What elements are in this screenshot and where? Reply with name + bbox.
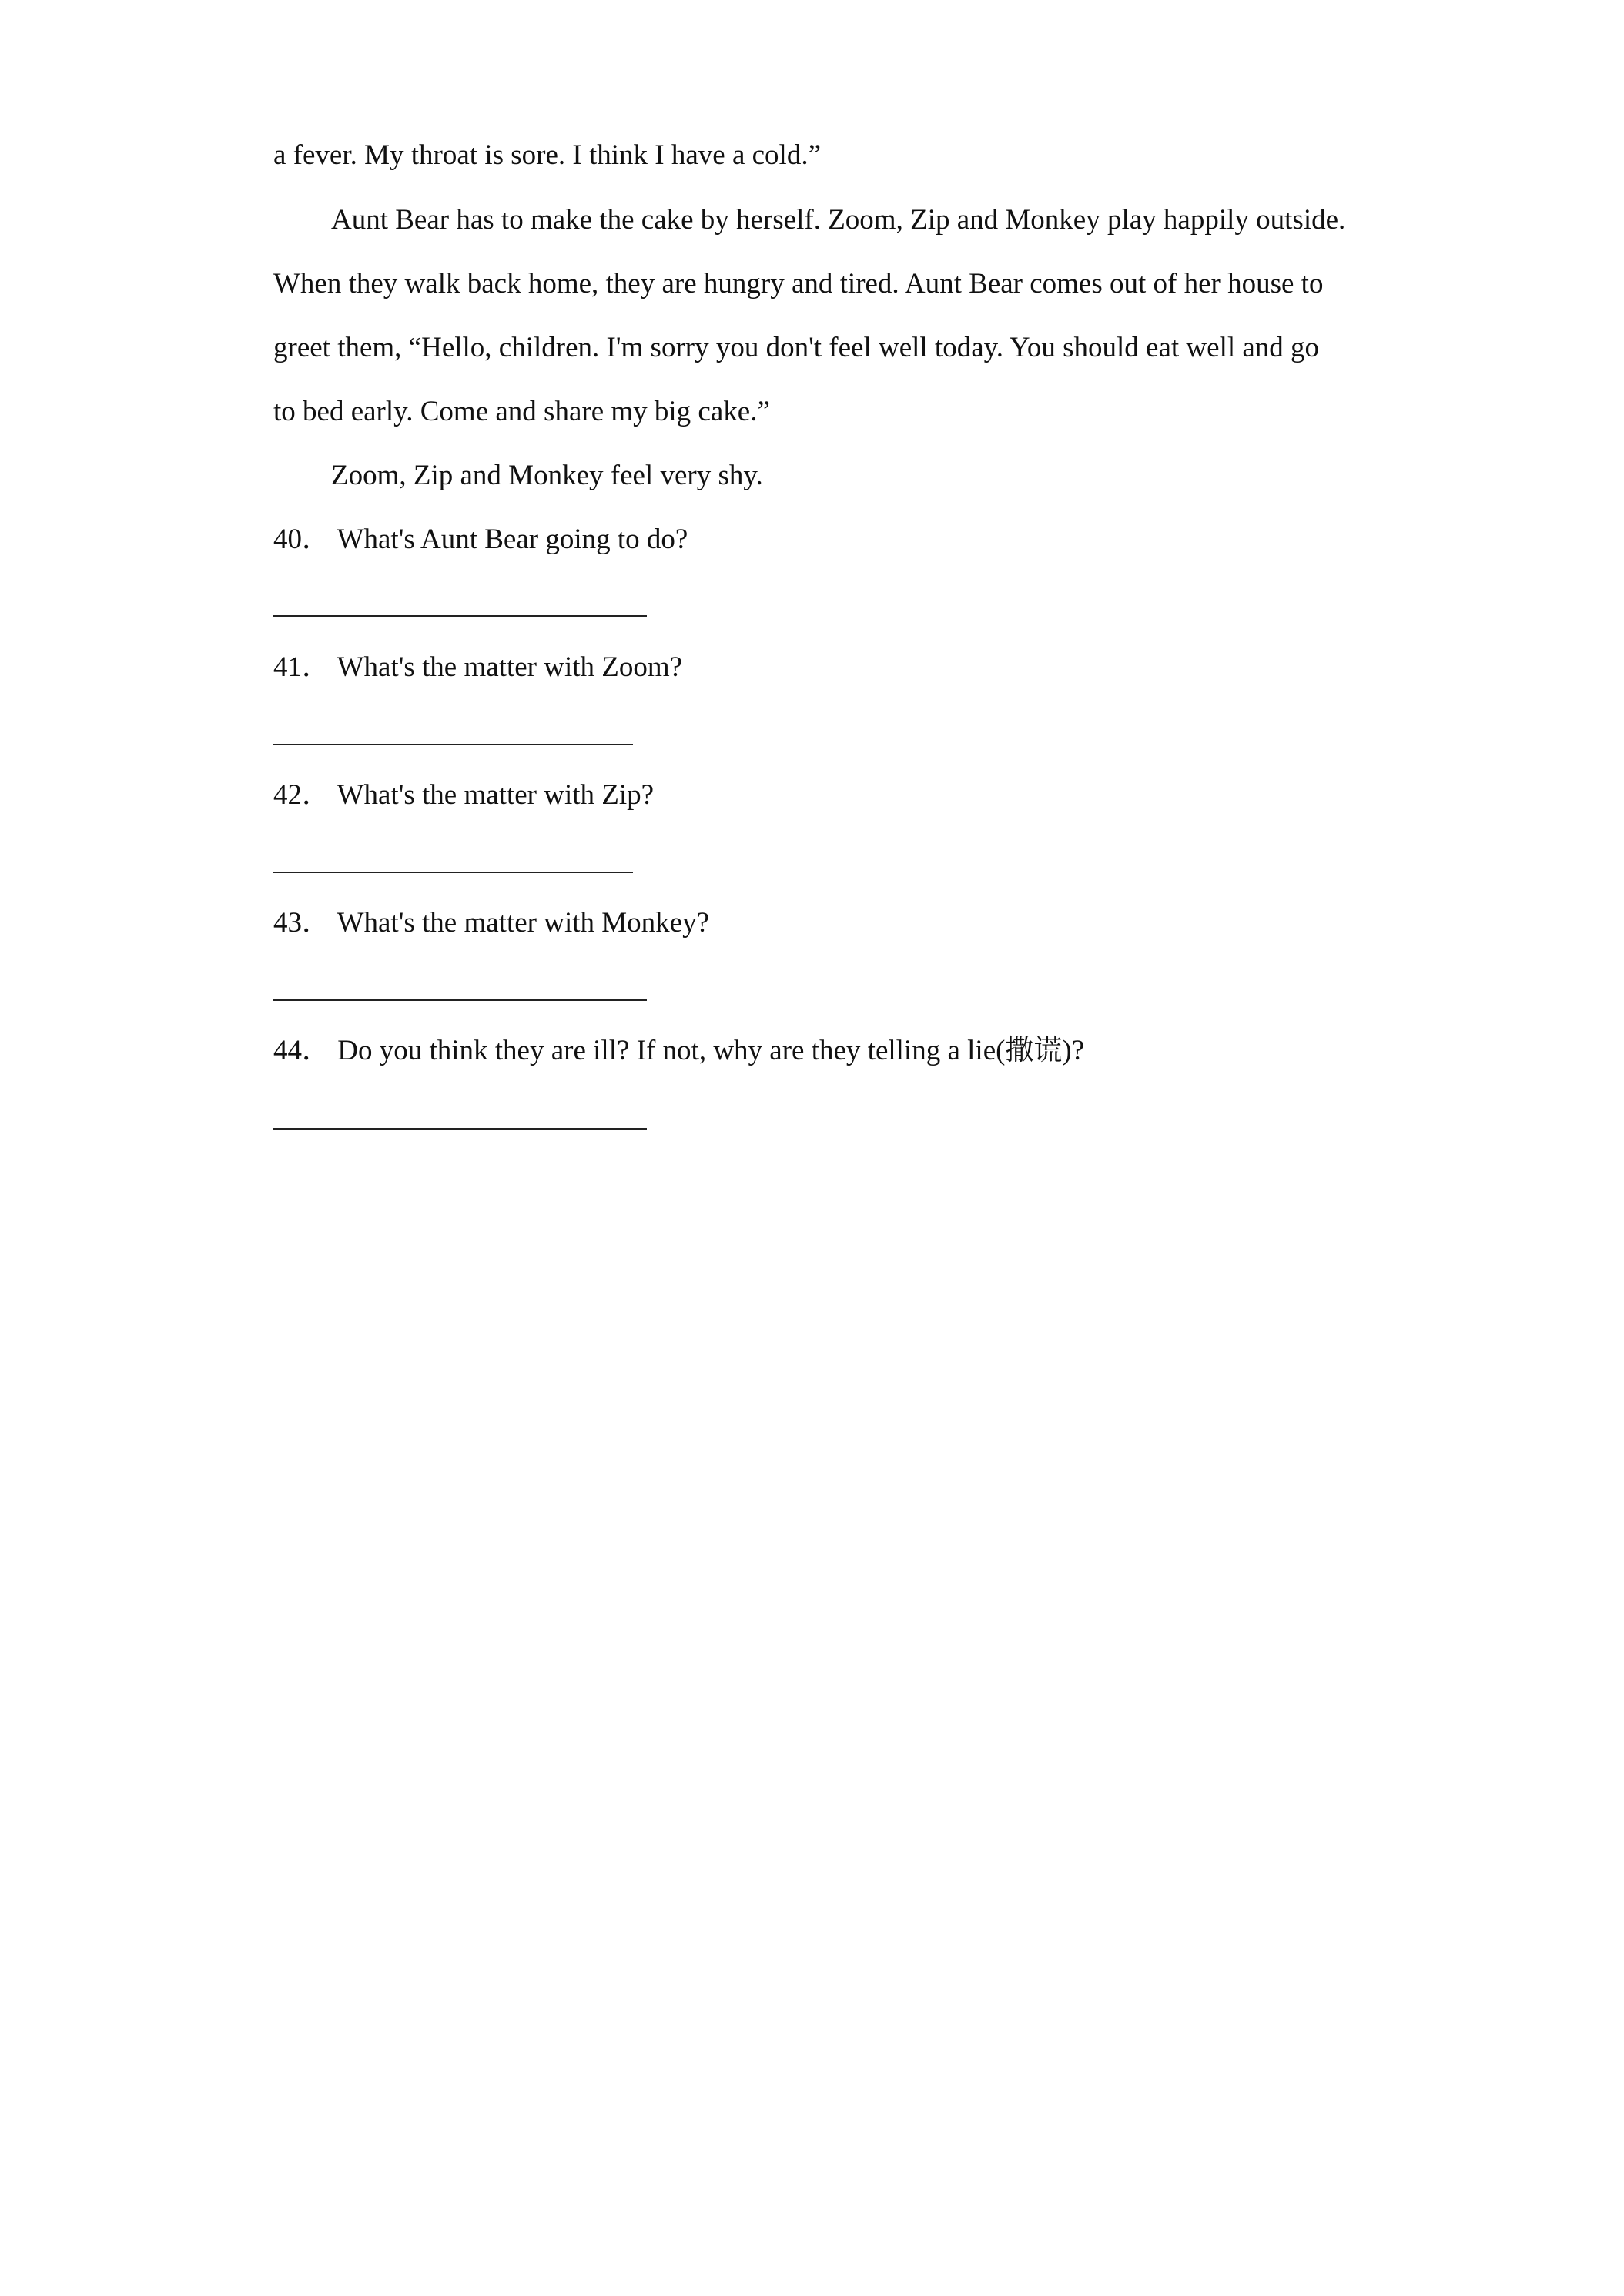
- answer-blank-44[interactable]: [273, 1128, 647, 1130]
- answer-blank-40[interactable]: [273, 615, 647, 617]
- question-42: 42． What's the matter with Zip?: [273, 779, 655, 811]
- answer-blank-42[interactable]: [273, 872, 633, 873]
- question-44: 44． Do you think they are ill? If not, why are they telling a lie(撒谎)?: [273, 1035, 1085, 1066]
- passage-line-4: greet them, “Hello, children. I'm sorry you don't feel well today. You should eat well and go: [273, 332, 1320, 363]
- passage-line-2: Aunt Bear has to make the cake by herself. Zoom, Zip and Monkey play happily outside.: [331, 204, 1346, 236]
- question-41: 41． What's the matter with Zoom?: [273, 651, 683, 683]
- passage-line-5: to bed early. Come and share my big cake.”: [273, 396, 770, 427]
- question-40: 40． What's Aunt Bear going to do?: [273, 524, 688, 555]
- answer-blank-41[interactable]: [273, 744, 633, 745]
- question-43: 43． What's the matter with Monkey?: [273, 907, 710, 939]
- passage-line-3: When they walk back home, they are hungry and tired. Aunt Bear comes out of her house to: [273, 268, 1324, 300]
- passage-line-1: a fever. My throat is sore. I think I have a cold.”: [273, 139, 821, 171]
- answer-blank-43[interactable]: [273, 999, 647, 1001]
- passage-line-6: Zoom, Zip and Monkey feel very shy.: [331, 460, 763, 491]
